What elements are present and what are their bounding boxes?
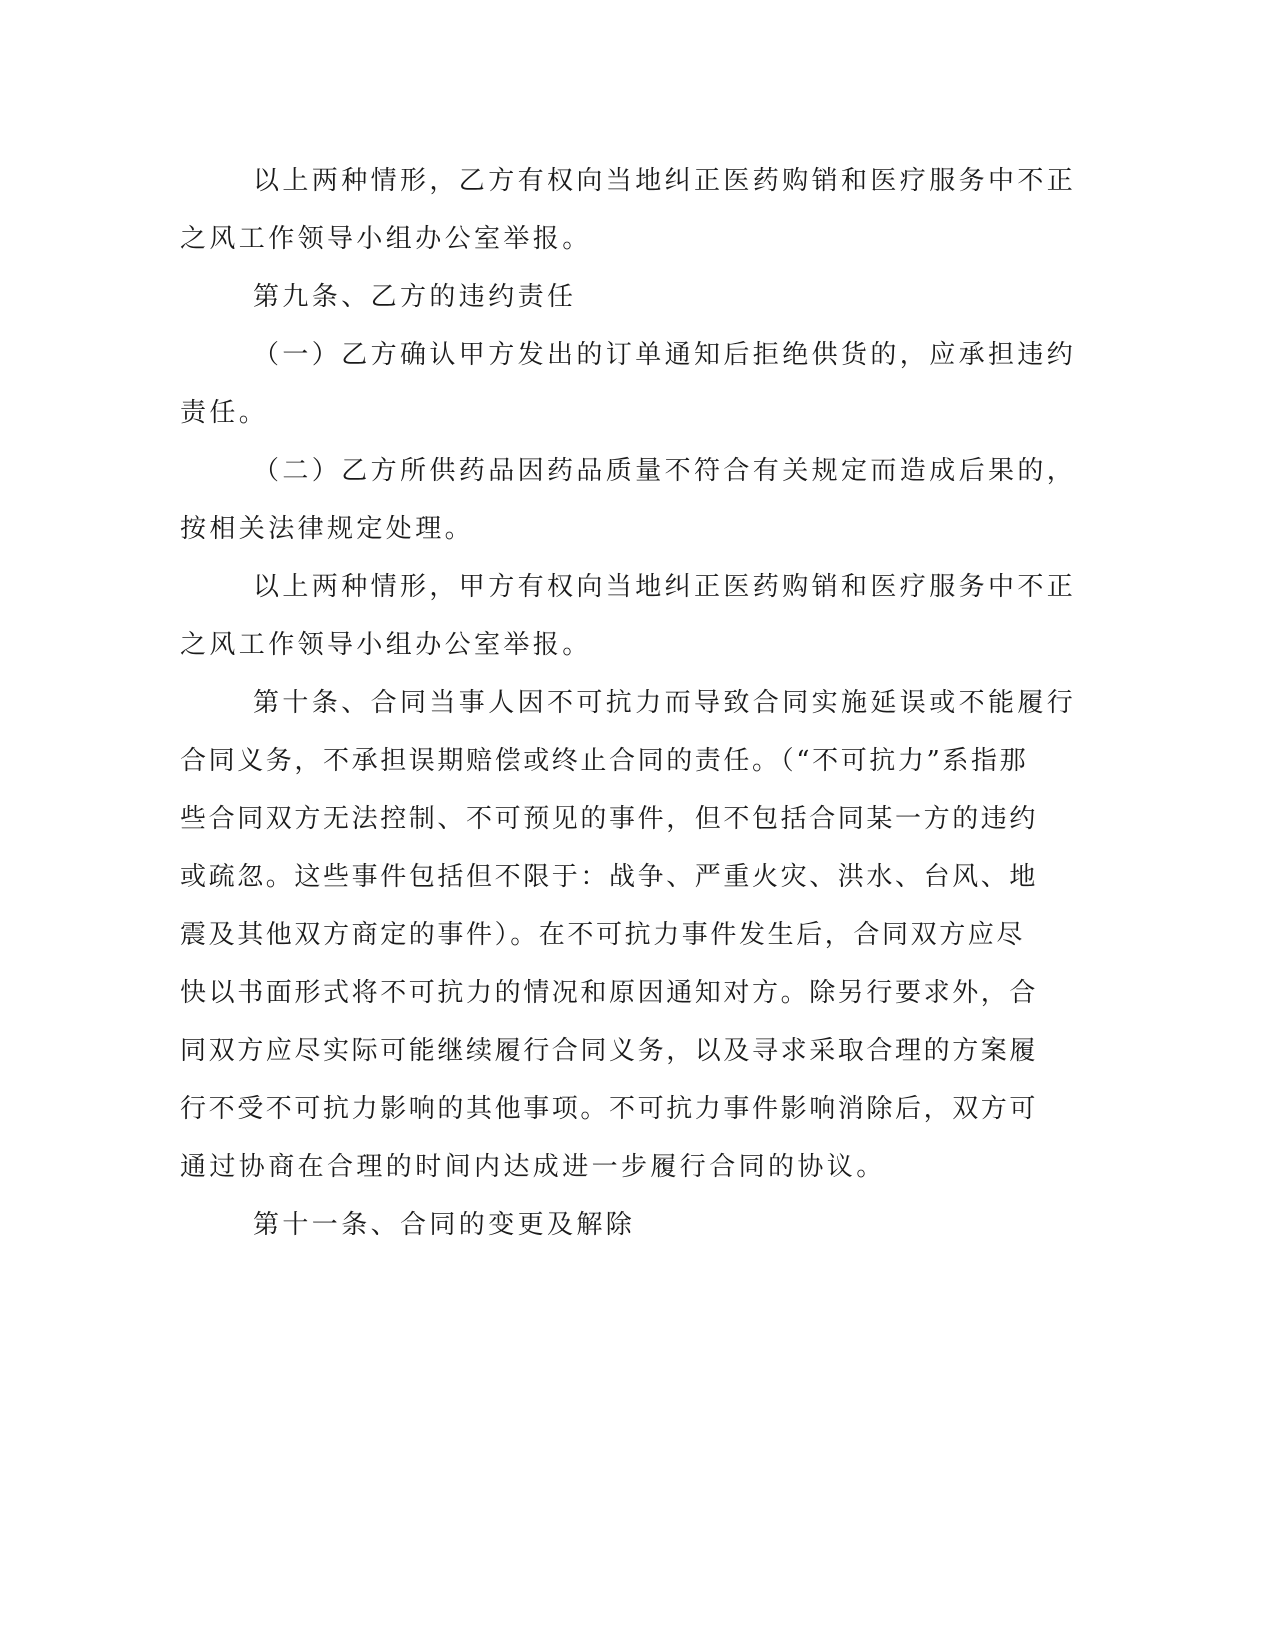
text-line: 行不受不可抗力影响的其他事项。不可抗力事件影响消除后，双方可 — [180, 1094, 1039, 1124]
text-line: 合同义务，不承担误期赔偿或终止合同的责任。（“不可抗力”系指那 — [180, 746, 1029, 776]
text-line: 按相关法律规定处理。 — [180, 514, 475, 544]
text-line: 快以书面形式将不可抗力的情况和原因通知对方。除另行要求外，合 — [180, 978, 1039, 1008]
article-9-clause-1 — [180, 326, 1077, 442]
text-line: （二）乙方所供药品因药品质量不符合有关规定而造成后果的， — [253, 456, 1077, 486]
article-10-force-majeure — [180, 674, 1077, 1196]
text-line: 同双方应尽实际可能继续履行合同义务，以及寻求采取合理的方案履 — [180, 1036, 1039, 1066]
article-9-heading — [180, 268, 1030, 326]
text-line: 以上两种情形，乙方有权向当地纠正医药购销和医疗服务中不正 — [253, 166, 1077, 196]
text-line: 些合同双方无法控制、不可预见的事件，但不包括合同某一方的违约 — [180, 804, 1039, 834]
text-line: 第十条、合同当事人因不可抗力而导致合同实施延误或不能履行 — [253, 688, 1077, 718]
paragraph-report-right-party-a — [180, 558, 1077, 674]
text-line: 以上两种情形，甲方有权向当地纠正医药购销和医疗服务中不正 — [253, 572, 1077, 602]
article-9-clause-2 — [180, 442, 1077, 558]
text-line: 震及其他双方商定的事件）。在不可抗力事件发生后，合同双方应尽 — [180, 920, 1026, 950]
text-line: （一）乙方确认甲方发出的订单通知后拒绝供货的，应承担违约 — [253, 340, 1077, 370]
paragraph-report-right-party-b — [180, 152, 1077, 268]
heading-line: 第九条、乙方的违约责任 — [253, 282, 577, 312]
text-line: 责任。 — [180, 398, 269, 428]
text-line: 通过协商在合理的时间内达成进一步履行合同的协议。 — [180, 1152, 886, 1182]
text-line: 或疏忽。这些事件包括但不限于：战争、严重火灾、洪水、台风、地 — [180, 862, 1039, 892]
text-line: 之风工作领导小组办公室举报。 — [180, 630, 592, 660]
document-page — [180, 152, 1077, 1254]
article-11-heading — [180, 1196, 1030, 1254]
heading-line: 第十一条、合同的变更及解除 — [253, 1210, 636, 1240]
text-line: 之风工作领导小组办公室举报。 — [180, 224, 592, 254]
